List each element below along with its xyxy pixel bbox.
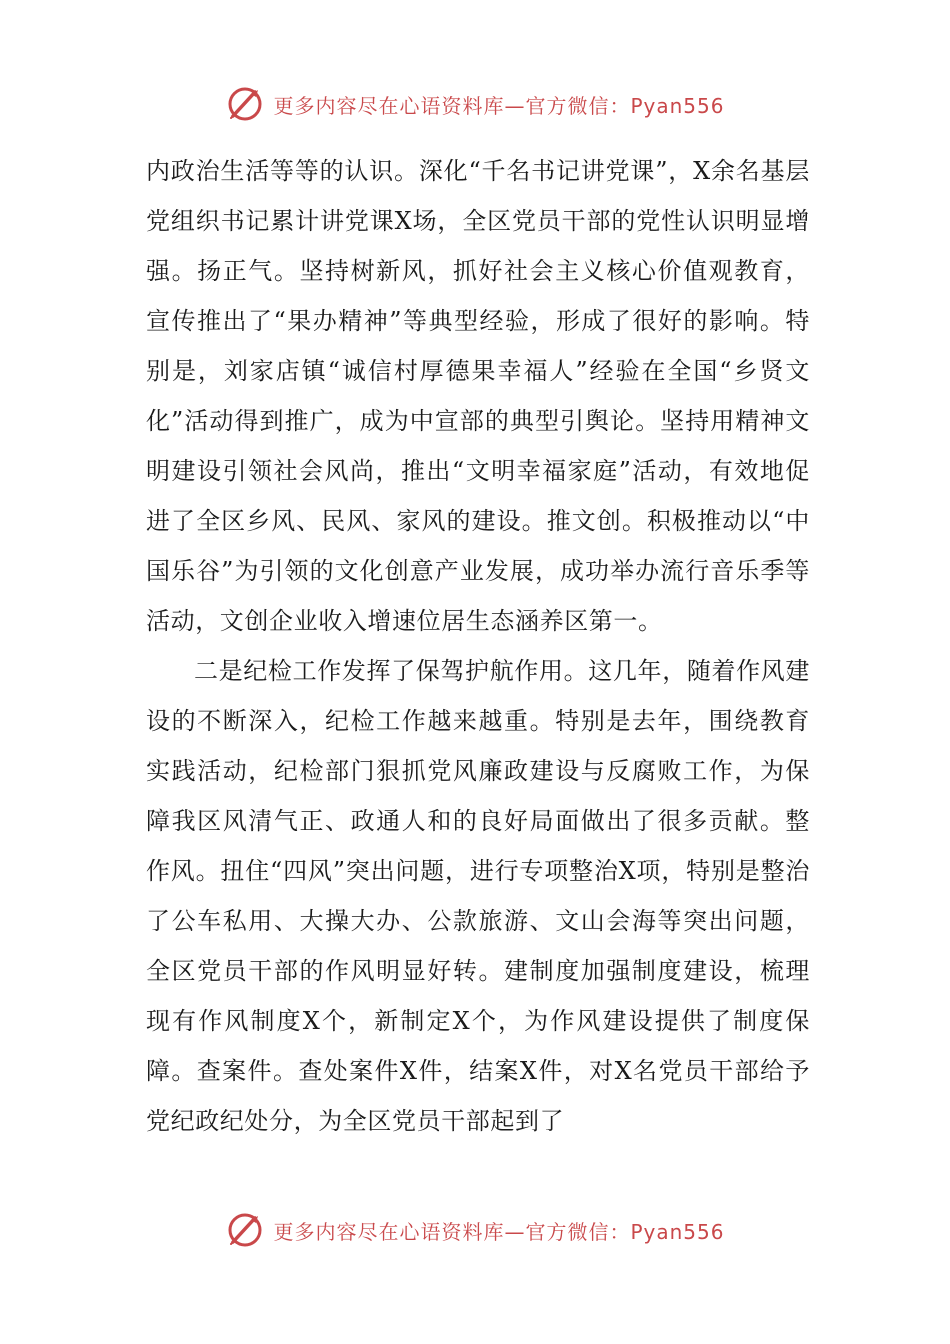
paragraph-discipline-inspection: 二是纪检工作发挥了保驾护航作用。这几年，随着作风建设的不断深入，纪检工作越来越重。特别是去年，围绕教育实践活动，纪检部门狠抓党风廉政建设与反腐败工作，为保障我区风清气正、政通人和的良好局面做出了很多贡献。整作风。扭住“四风”突出问题，进行专项整治X项，特别是整治了公车私用、大操大办、公款旅游、文山会海等突出问题，全区党员干部的作风明显好转。建制度加强制度建设，梳理现有作风制度X个，新制定X个，为作风建设提供了制度保障。查案件。查处案件X件，结案X件，对X名党员干部给予党纪政纪处分，为全区党员干部起到了 [146,657,810,1135]
header-watermark [0,82,950,126]
pen-logo-icon [225,1210,265,1250]
footer-watermark [0,1208,950,1252]
paragraph-continued: 内政治生活等等的认识。深化“千名书记讲党课”，X余名基层党组织书记累计讲党课X场，全区党员干部的党性认识明显增强。扬正气。坚持树新风，抓好社会主义核心价值观教育，宣传推出了“果办精神”等典型经验，形成了很好的影响。特别是，刘家店镇“诚信村厚德果幸福人”经验在全国“乡贤文化”活动得到推广，成为中宣部的典型引舆论。坚持用精神文明建设引领社会风尚，推出“文明幸福家庭”活动，有效地促进了全区乡风、民风、家风的建设。推文创。积极推动以“中国乐谷”为引领的文化创意产业发展，成功举办流行音乐季等活动，文创企业收入增速位居生态涵养区第一。 [146,157,810,635]
watermark-text: 更多内容尽在心语资料库—官方微信：Pyan556 [273,93,725,118]
document-body [146,146,810,1146]
watermark-text: 更多内容尽在心语资料库—官方微信：Pyan556 [273,1219,725,1244]
pen-logo-icon [225,84,265,124]
